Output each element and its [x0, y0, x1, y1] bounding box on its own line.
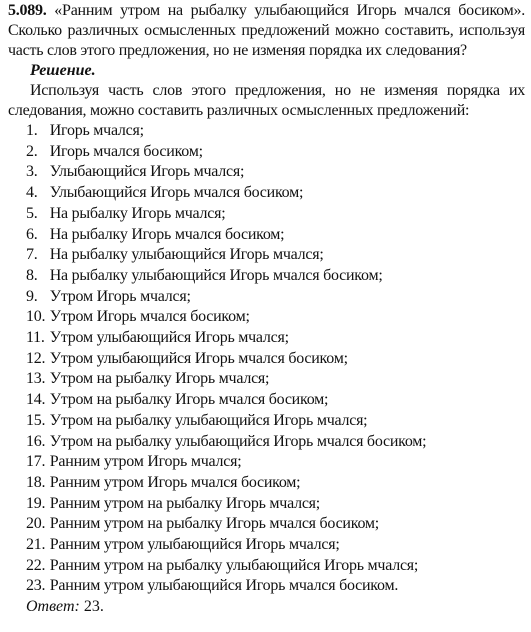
- list-item-number: 15.: [26, 411, 46, 429]
- list-item-number: 4.: [26, 184, 38, 202]
- list-item-text: Игорь мчался;: [49, 122, 144, 139]
- list-item-text: Ранним утром на рыбалку Игорь мчался босиком;: [49, 515, 379, 533]
- list-item: [26, 121, 525, 142]
- list-item: [26, 328, 525, 349]
- list-item-number: 21.: [26, 536, 46, 554]
- list-item: [26, 390, 525, 411]
- list-item-text: На рыбалку Игорь мчался босиком;: [49, 225, 285, 243]
- list-item-number: 8.: [26, 266, 38, 284]
- list-item-text: Утром улыбающийся Игорь мчался;: [49, 329, 289, 347]
- list-item-text: На рыбалку улыбающийся Игорь мчался босиком;: [49, 266, 383, 284]
- list-item-number: 16.: [26, 432, 46, 450]
- list-item-number: 23.: [26, 577, 46, 595]
- list-item: [26, 183, 525, 204]
- list-item-text: Утром на рыбалку улыбающийся Игорь мчался босиком;: [49, 432, 427, 450]
- list-item-text: Утром Игорь мчался;: [49, 287, 191, 305]
- list-item: [26, 266, 525, 287]
- list-item-number: 18.: [26, 473, 46, 491]
- list-item-number: 22.: [26, 556, 46, 574]
- list-item: [26, 349, 525, 370]
- list-item: [26, 204, 525, 225]
- list-item-text: Улыбающийся Игорь мчался босиком;: [49, 184, 304, 202]
- list-item-number: 10.: [26, 308, 46, 326]
- list-item: [26, 514, 525, 535]
- list-item-number: 6.: [26, 225, 38, 243]
- solution-intro: Используя часть слов этого предложения, но не изменяя порядка их следования, можно составить различных осмысленных предложений:: [8, 82, 525, 119]
- list-item-number: 11.: [26, 329, 45, 347]
- list-item: [26, 245, 525, 266]
- list-item: [26, 556, 525, 577]
- list-item-text: Ранним утром Игорь мчался босиком;: [49, 473, 301, 491]
- list-item-text: Улыбающийся Игорь мчался;: [49, 163, 245, 181]
- list-item-number: 13.: [26, 370, 46, 388]
- list-item-text: Ранним утром на рыбалку Игорь мчался;: [49, 494, 320, 512]
- list-item: [26, 287, 525, 308]
- list-item-text: Ранним утром Игорь мчался;: [49, 453, 242, 471]
- problem-statement: [8, 0, 525, 61]
- list-item-number: 14.: [26, 391, 46, 409]
- list-item-text: Ранним утром улыбающийся Игорь мчался;: [49, 536, 340, 554]
- list-item: [26, 452, 525, 473]
- list-item-text: Ранним утром на рыбалку улыбающийся Игорь мчался;: [49, 556, 419, 574]
- list-item: [26, 369, 525, 390]
- list-item: [26, 494, 525, 515]
- list-item-text: На рыбалку улыбающийся Игорь мчался;: [49, 246, 324, 264]
- list-item-number: 3.: [26, 163, 38, 181]
- list-item-text: Утром на рыбалку улыбающийся Игорь мчался;: [49, 411, 368, 429]
- answer-value: 23.: [83, 598, 104, 616]
- list-item-text: Ранним утром улыбающийся Игорь мчался босиком.: [49, 577, 399, 595]
- list-item: [26, 307, 525, 328]
- list-item-number: 20.: [26, 515, 46, 533]
- solution-list: [8, 121, 525, 597]
- list-item-number: 2.: [26, 142, 38, 160]
- list-item: [26, 162, 525, 183]
- list-item: [26, 535, 525, 556]
- list-item-text: Утром улыбающийся Игорь мчался босиком;: [49, 349, 348, 367]
- list-item-text: Утром Игорь мчался босиком;: [49, 308, 250, 326]
- list-item-number: 7.: [26, 246, 38, 264]
- list-item-text: Игорь мчался босиком;: [49, 142, 203, 160]
- answer-label: Ответ:: [26, 598, 80, 616]
- list-item: [26, 432, 525, 453]
- list-item-text: На рыбалку Игорь мчался;: [49, 204, 226, 222]
- list-item-number: 5.: [26, 204, 38, 222]
- solution-heading: Решение.: [30, 62, 96, 79]
- list-item-number: 1.: [26, 122, 38, 139]
- list-item: [26, 142, 525, 163]
- list-item: [26, 411, 525, 432]
- list-item: [26, 473, 525, 494]
- list-item: [26, 225, 525, 246]
- list-item-number: 9.: [26, 287, 38, 305]
- list-item-number: 12.: [26, 349, 46, 367]
- list-item-number: 17.: [26, 453, 46, 471]
- problem-number: 5.089.: [8, 2, 47, 19]
- list-item-text: Утром на рыбалку Игорь мчался;: [49, 370, 270, 388]
- list-item: [26, 576, 525, 597]
- answer-line: [26, 597, 525, 617]
- list-item-text: Утром на рыбалку Игорь мчался босиком;: [49, 391, 329, 409]
- problem-text: «Ранним утром на рыбалку улыбающийся Игорь мчался босиком». Сколько различных осмысленных предложений можно составить, используя часть слов этого предложения, но не изменяя порядка их следования?: [8, 2, 526, 59]
- list-item-number: 19.: [26, 494, 46, 512]
